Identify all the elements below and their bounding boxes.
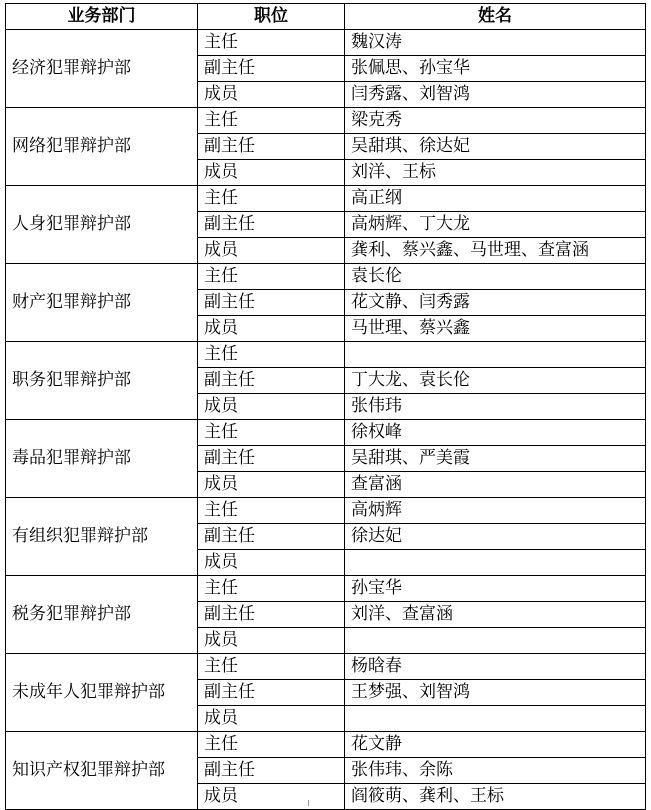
role-cell: 主任 bbox=[198, 342, 345, 368]
role-cell: 主任 bbox=[198, 264, 345, 290]
role-cell: 副主任 bbox=[198, 56, 345, 82]
department-name: 经济犯罪辩护部 bbox=[6, 30, 198, 108]
table-row bbox=[6, 186, 646, 212]
role-cell: 成员 bbox=[198, 160, 345, 186]
role-cell: 成员 bbox=[198, 238, 345, 264]
header-row bbox=[6, 4, 646, 30]
role-cell: 主任 bbox=[198, 576, 345, 602]
role-cell: 副主任 bbox=[198, 212, 345, 238]
role-cell: 主任 bbox=[198, 498, 345, 524]
table-row bbox=[6, 654, 646, 680]
role-cell: 副主任 bbox=[198, 134, 345, 160]
names-cell bbox=[345, 628, 646, 654]
role-cell: 副主任 bbox=[198, 368, 345, 394]
header-names: 姓名 bbox=[345, 4, 646, 30]
role-cell: 副主任 bbox=[198, 680, 345, 706]
role-cell: 成员 bbox=[198, 706, 345, 732]
names-cell: 王梦强、刘智鸿 bbox=[345, 680, 646, 706]
names-cell: 阎筱萌、龚利、王标 bbox=[345, 784, 646, 810]
role-cell: 成员 bbox=[198, 394, 345, 420]
role-cell: 副主任 bbox=[198, 758, 345, 784]
role-cell: 成员 bbox=[198, 784, 345, 810]
names-cell: 高炳辉、丁大龙 bbox=[345, 212, 646, 238]
role-cell: 成员 bbox=[198, 82, 345, 108]
names-cell: 丁大龙、袁长伦 bbox=[345, 368, 646, 394]
header-position: 职位 bbox=[198, 4, 345, 30]
role-cell: 主任 bbox=[198, 108, 345, 134]
names-cell: 花文静 bbox=[345, 732, 646, 758]
table-row bbox=[6, 420, 646, 446]
department-name: 税务犯罪辩护部 bbox=[6, 576, 198, 654]
table-row bbox=[6, 30, 646, 56]
names-cell: 孙宝华 bbox=[345, 576, 646, 602]
role-cell: 主任 bbox=[198, 186, 345, 212]
role-cell: 主任 bbox=[198, 30, 345, 56]
page-edge-mark bbox=[308, 800, 309, 806]
names-cell: 花文静、闫秀露 bbox=[345, 290, 646, 316]
names-cell bbox=[345, 706, 646, 732]
names-cell: 高炳辉 bbox=[345, 498, 646, 524]
role-cell: 主任 bbox=[198, 732, 345, 758]
role-cell: 成员 bbox=[198, 472, 345, 498]
role-cell: 主任 bbox=[198, 654, 345, 680]
role-cell: 成员 bbox=[198, 550, 345, 576]
department-name: 网络犯罪辩护部 bbox=[6, 108, 198, 186]
names-cell: 刘洋、王标 bbox=[345, 160, 646, 186]
table-row bbox=[6, 732, 646, 758]
names-cell: 徐达妃 bbox=[345, 524, 646, 550]
role-cell: 副主任 bbox=[198, 446, 345, 472]
names-cell: 张佩思、孙宝华 bbox=[345, 56, 646, 82]
department-name: 人身犯罪辩护部 bbox=[6, 186, 198, 264]
roster-body bbox=[6, 30, 646, 810]
names-cell: 杨晗春 bbox=[345, 654, 646, 680]
table-row bbox=[6, 108, 646, 134]
names-cell: 马世理、蔡兴鑫 bbox=[345, 316, 646, 342]
role-cell: 副主任 bbox=[198, 602, 345, 628]
role-cell: 成员 bbox=[198, 628, 345, 654]
names-cell: 魏汉涛 bbox=[345, 30, 646, 56]
role-cell: 副主任 bbox=[198, 290, 345, 316]
names-cell: 刘洋、查富涵 bbox=[345, 602, 646, 628]
department-name: 知识产权犯罪辩护部 bbox=[6, 732, 198, 810]
names-cell: 龚利、蔡兴鑫、马世理、查富涵 bbox=[345, 238, 646, 264]
names-cell: 吴甜琪、徐达妃 bbox=[345, 134, 646, 160]
names-cell: 查富涵 bbox=[345, 472, 646, 498]
department-roster-table bbox=[5, 3, 646, 810]
role-cell: 主任 bbox=[198, 420, 345, 446]
table-row bbox=[6, 576, 646, 602]
names-cell: 高正纲 bbox=[345, 186, 646, 212]
table-row bbox=[6, 498, 646, 524]
names-cell bbox=[345, 550, 646, 576]
header-dept: 业务部门 bbox=[6, 4, 198, 30]
role-cell: 副主任 bbox=[198, 524, 345, 550]
names-cell: 闫秀露、刘智鸿 bbox=[345, 82, 646, 108]
names-cell: 梁克秀 bbox=[345, 108, 646, 134]
names-cell: 袁长伦 bbox=[345, 264, 646, 290]
department-name: 有组织犯罪辩护部 bbox=[6, 498, 198, 576]
department-name: 财产犯罪辩护部 bbox=[6, 264, 198, 342]
role-cell: 成员 bbox=[198, 316, 345, 342]
department-name: 职务犯罪辩护部 bbox=[6, 342, 198, 420]
department-name: 毒品犯罪辩护部 bbox=[6, 420, 198, 498]
names-cell bbox=[345, 342, 646, 368]
names-cell: 张伟玮、余陈 bbox=[345, 758, 646, 784]
department-name: 未成年人犯罪辩护部 bbox=[6, 654, 198, 732]
table-row bbox=[6, 342, 646, 368]
names-cell: 徐权峰 bbox=[345, 420, 646, 446]
names-cell: 张伟玮 bbox=[345, 394, 646, 420]
names-cell: 吴甜琪、严美霞 bbox=[345, 446, 646, 472]
table-row bbox=[6, 264, 646, 290]
